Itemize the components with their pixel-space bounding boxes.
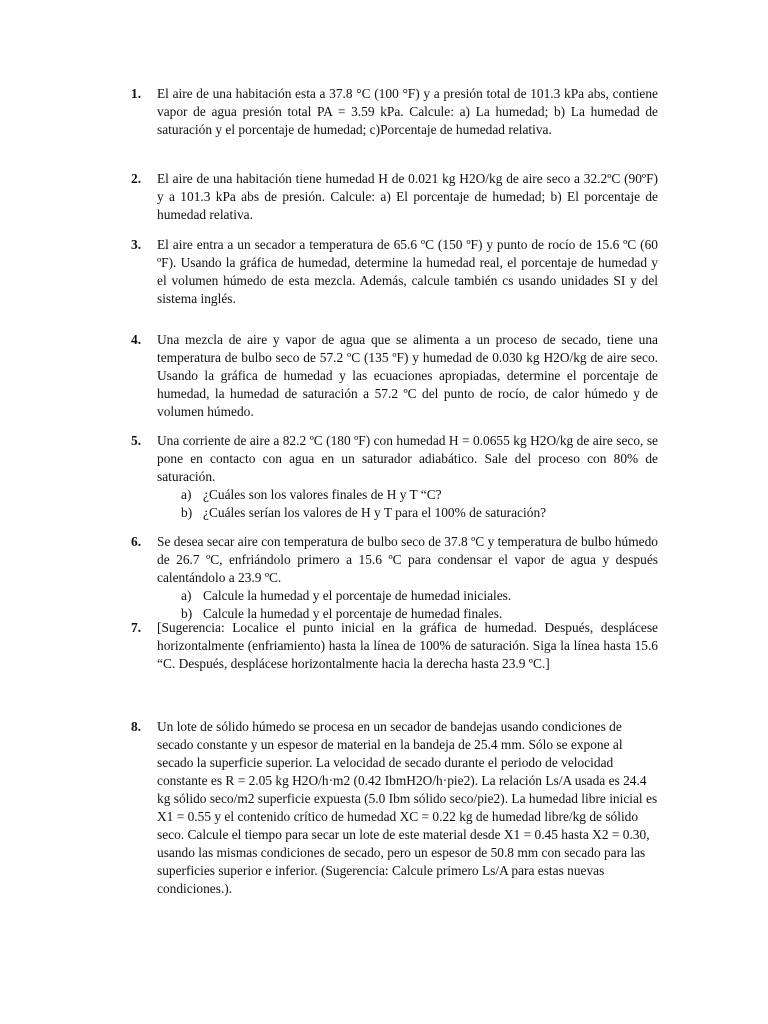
problem-5 (131, 432, 658, 522)
problem-8 (131, 718, 658, 898)
problem-text: Una corriente de aire a 82.2 ºC (180 ºF) con humedad H = 0.0655 kg H2O/kg de aire seco, se pone en contacto con agua en un saturador adiabático. Sale del proceso con 80% de saturación. (157, 433, 658, 484)
problem-text: El aire de una habitación tiene humedad H de 0.021 kg H2O/kg de aire seco a 32.2ºC (90ºF) y a 101.3 kPa abs de presión. Calcule: a) El porcentaje de humedad; b) El porcentaje de humedad relativa. (157, 171, 658, 222)
sub-item-label: b) (181, 505, 193, 520)
sub-item-a (181, 486, 658, 504)
problem-number: 4. (131, 332, 142, 347)
problem-number: 3. (131, 237, 142, 252)
problem-number: 1. (131, 86, 142, 101)
problem-text: Se desea secar aire con temperatura de bulbo seco de 37.8 ºC y temperatura de bulbo húmedo de 26.7 ºC, enfriándolo primero a 15.6 ºC para condensar el vapor de agua y después calentándolo a 23.9 ºC. (157, 534, 658, 585)
problem-text: El aire de una habitación esta a 37.8 °C (100 °F) y a presión total de 101.3 kPa abs, contiene vapor de agua presión total PA = 3.59 kPa. Calcule: a) La humedad; b) La humedad de saturación y el porcentaje de humedad; c)Porcentaje de humedad relativa. (157, 86, 658, 137)
problem-number: 7. (131, 620, 142, 635)
problem-text: Un lote de sólido húmedo se procesa en un secador de bandejas usando condiciones de secado constante y un espesor de material en la bandeja de 25.4 mm. Sólo se expone al secado la superficie superior. La velocidad de secado durante el periodo de velocidad constante es R = 2.05 kg H2O/h·m2 (0.42 IbmH2O/h·pie2). La relación Ls/A usada es 24.4 kg sólido seco/m2 superficie expuesta (5.0 Ibm sólido seco/pie2). La humedad libre inicial es X1 = 0.55 y el contenido crítico de humedad XC = 0.22 kg de humedad libre/kg de sólido seco. Calcule el tiempo para secar un lote de este material desde X1 = 0.45 hasta X2 = 0.30, usando las mismas condiciones de secado, pero un espesor de 50.8 mm con secado para las superficies superior e inferior. (Sugerencia: Calcule primero Ls/A para estas nuevas condiciones.). (157, 719, 658, 896)
problem-2 (131, 170, 658, 224)
problem-1 (131, 85, 658, 139)
sub-item-label: a) (181, 487, 192, 502)
sub-item-text: ¿Cuáles son los valores finales de H y T “C? (203, 487, 442, 502)
problem-number: 8. (131, 719, 142, 734)
sub-item-b (181, 504, 658, 522)
problem-text: El aire entra a un secador a temperatura de 65.6 ºC (150 ºF) y punto de rocío de 15.6 ºC (60 ºF). Usando la gráfica de humedad, determine la humedad real, el porcentaje de humedad y el volumen húmedo de esta mezcla. Además, calcule también cs usando unidades SI y del sistema inglés. (157, 237, 658, 306)
problem-number: 2. (131, 171, 142, 186)
problem-text: Una mezcla de aire y vapor de agua que se alimenta a un proceso de secado, tiene una temperatura de bulbo seco de 57.2 ºC (135 ºF) y humedad de 0.030 kg H2O/kg de aire seco. Usando la gráfica de humedad y las ecuaciones apropiadas, determine el porcentaje de humedad, la humedad de saturación a 57.2 ºC del punto de rocío, de calor húmedo y de volumen húmedo. (157, 332, 658, 419)
sub-item-text: ¿Cuáles serían los valores de H y T para el 100% de saturación? (203, 505, 547, 520)
problem-4 (131, 331, 658, 421)
problem-6 (131, 533, 658, 623)
problem-3 (131, 236, 658, 308)
sub-item-text: Calcule la humedad y el porcentaje de humedad iniciales. (203, 588, 512, 603)
sub-item-label: b) (181, 606, 193, 621)
sub-item-text: Calcule la humedad y el porcentaje de humedad finales. (203, 606, 503, 621)
problem-number: 6. (131, 534, 142, 549)
sub-item-a (181, 587, 658, 605)
problem-7 (131, 619, 658, 673)
problem-text: [Sugerencia: Localice el punto inicial en la gráfica de humedad. Después, desplácese horizontalmente (enfriamiento) hasta la línea de 100% de saturación. Siga la línea hasta 15.6 “C. Después, desplácese horizontalmente hacia la derecha hasta 23.9 ºC.] (157, 620, 658, 671)
sub-item-label: a) (181, 588, 192, 603)
problem-number: 5. (131, 433, 142, 448)
